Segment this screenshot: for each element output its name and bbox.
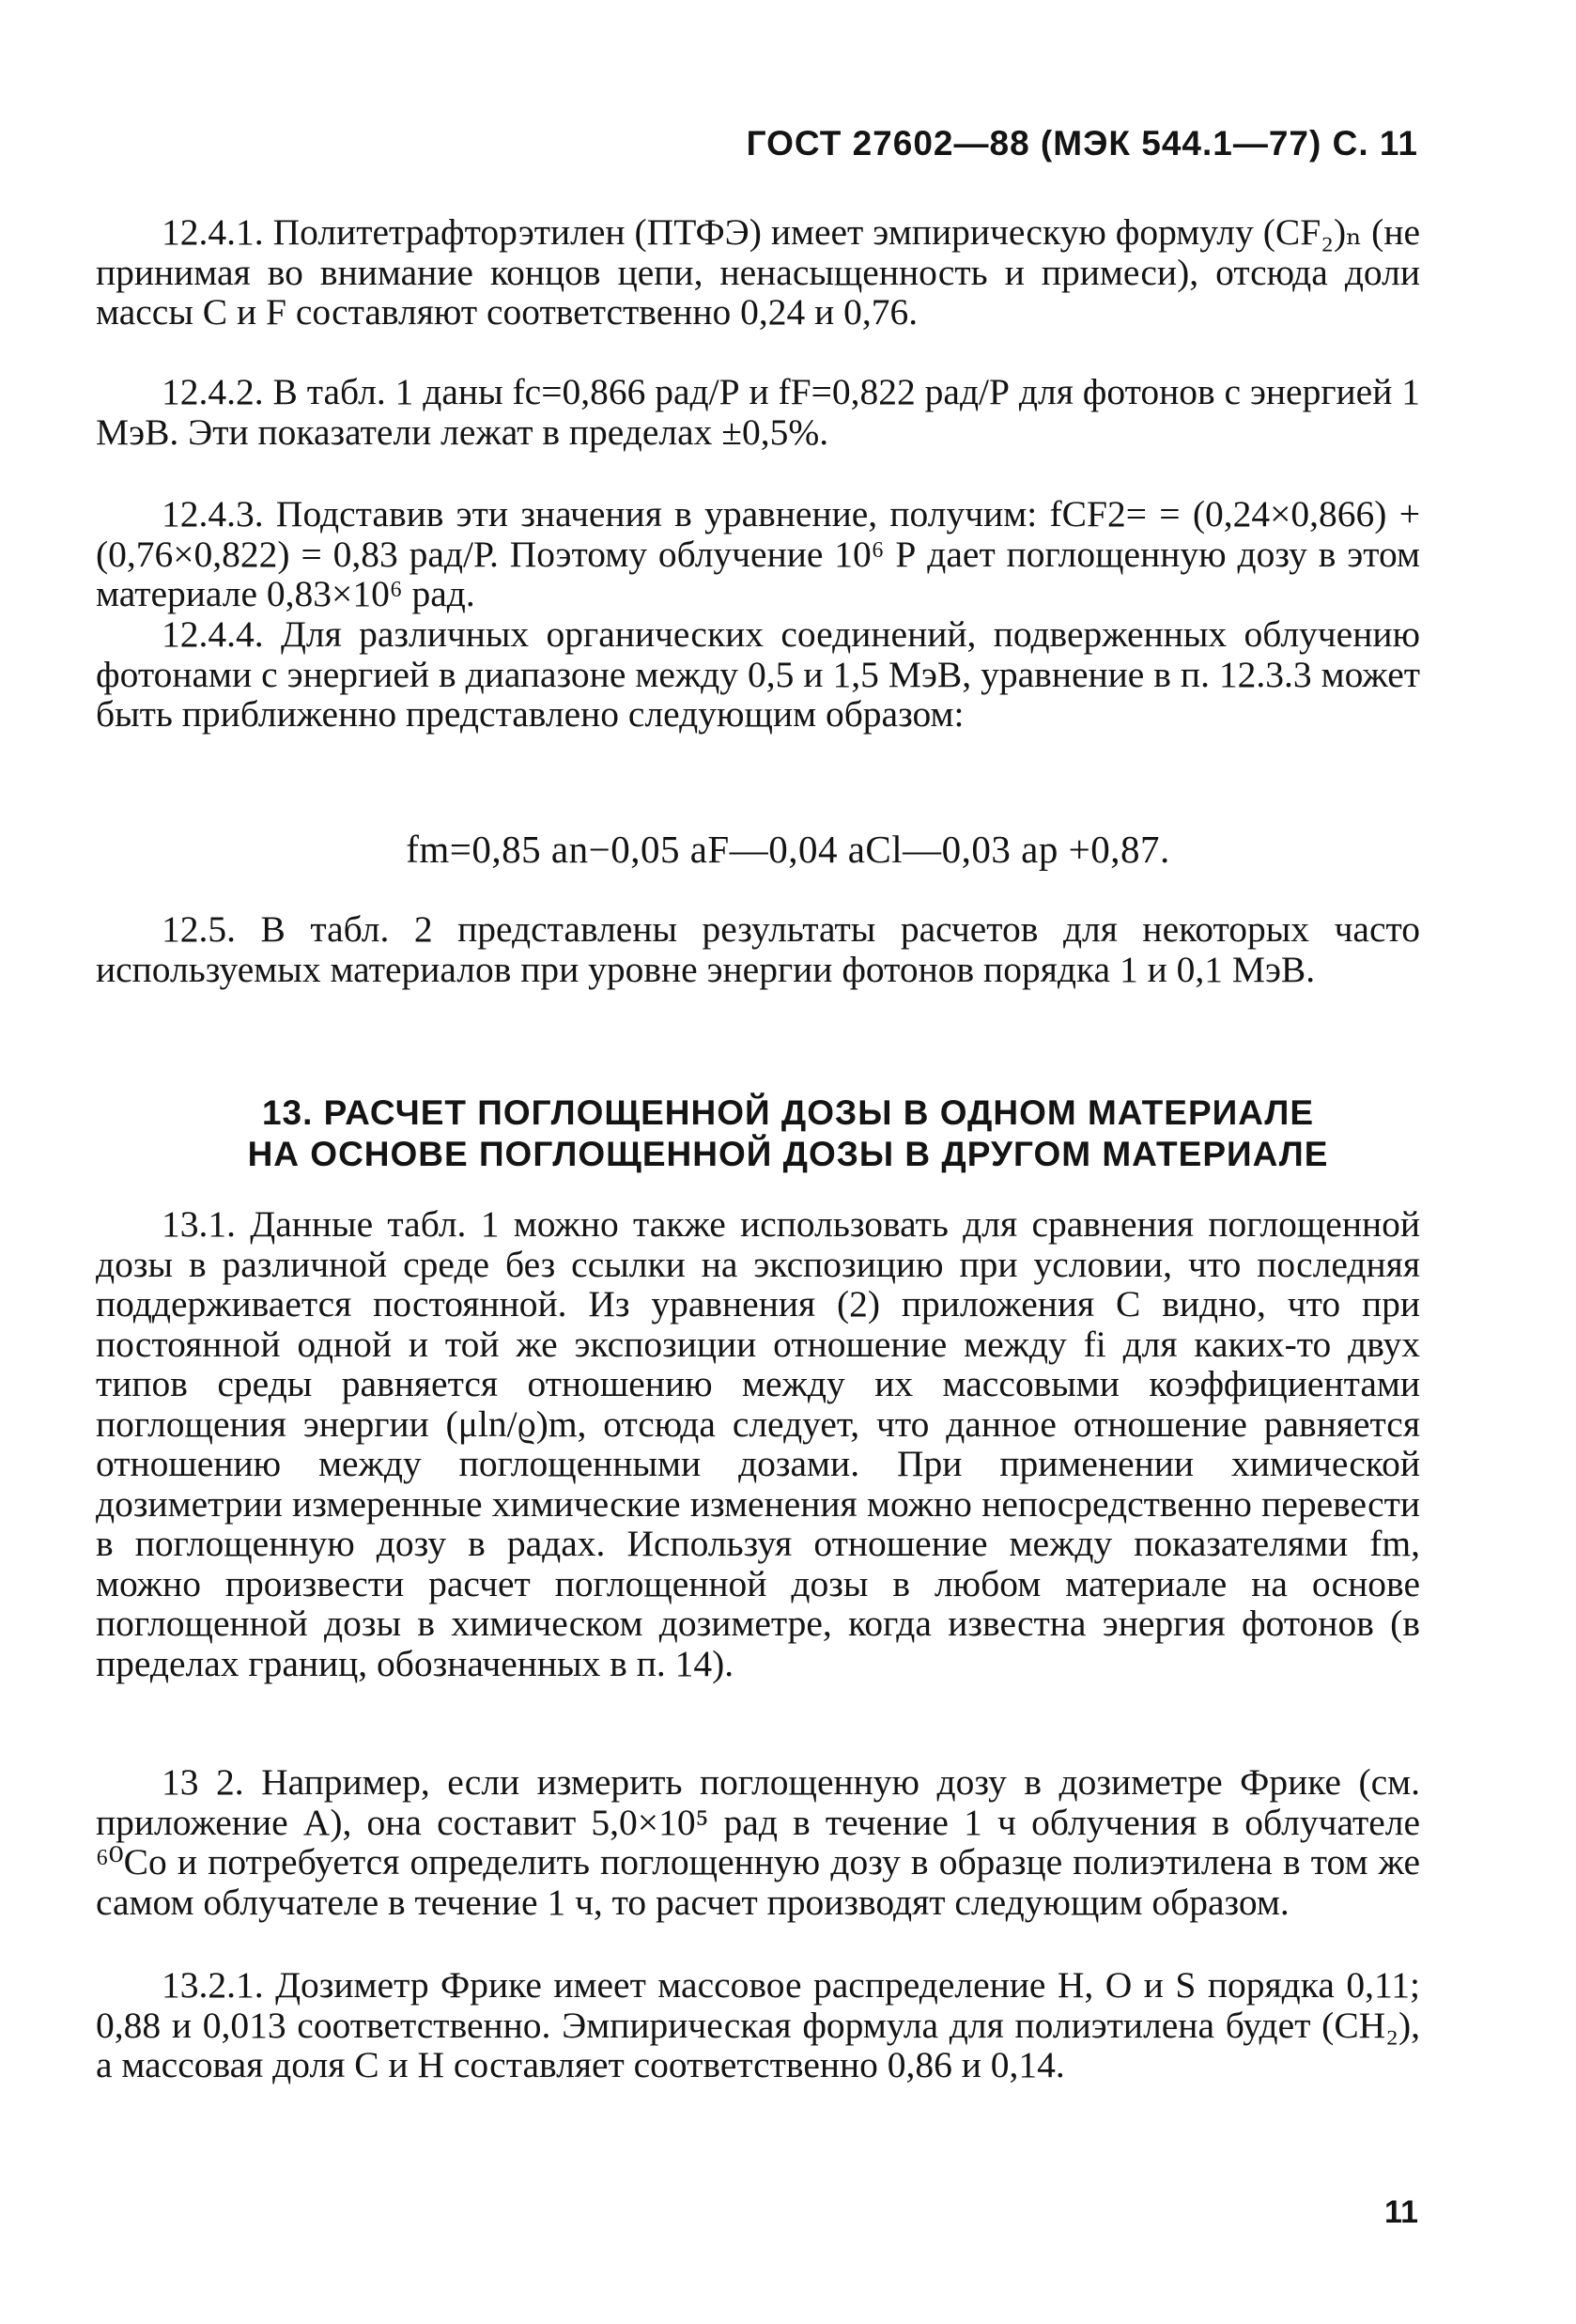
paragraph-12-4-2: 12.4.2. В табл. 1 даны fc=0,866 рад/Р и fF=0,822 рад/Р для фотонов с энергией 1 МэВ. Эти показатели лежат в пределах ±0,5%. [96,371,1420,453]
paragraph-12-4-3: 12.4.3. Подставив эти значения в уравнение, получим: fCF2= = (0,24×0,866) + (0,76×0,822) = 0,83 рад/Р. Поэтому облучение 10⁶ Р дает поглощенную дозу в этом материале 0,83×10⁶ рад. [96,493,1420,614]
formula-fm: fm=0,85 an−0,05 aF—0,04 aCl—0,03 ap +0,87. [406,828,1170,871]
paragraph-12-4-1: 12.4.1. Политетрафторэтилен (ПТФЭ) имеет эмпирическую формулу (CF₂)ₙ (не принимая во внимание концов цепи, ненасыщенность и примеси), отсюда доли массы C и F составляют соответственно 0,24 и 0,76. [96,211,1420,333]
paragraph-12-5: 12.5. В табл. 2 представлены результаты расчетов для некоторых часто используемых материалов при уровне энергии фотонов порядка 1 и 0,1 МэВ. [96,908,1420,990]
section-heading-line-2: НА ОСНОВЕ ПОГЛОЩЕННОЙ ДОЗЫ В ДРУГОМ МАТЕРИАЛЕ [247,1135,1329,1173]
page-number: 11 [1384,2194,1418,2230]
paragraph-13-2: 13 2. Например, если измерить поглощенную дозу в дозиметре Фрике (см. приложение А), она составит 5,0×10⁵ рад в течение 1 ч облучения в облучателе ⁶⁰Co и потребуется определить поглощенную дозу в образце полиэтилена в том же самом облучателе в течение 1 ч, то расчет производят следующим образом. [96,1761,1420,1923]
paragraph-13-1: 13.1. Данные табл. 1 можно также использовать для сравнения поглощенной дозы в различной среде без ссылки на экспозицию при условии, что последняя поддерживается постоянной. Из уравнения (2) приложения С видно, что при постоянной одной и той же экспозиции отношение между fi для каких-то двух типов среды равняется отношению между их массовыми коэффициентами поглощения энергии (μln/ϱ)m, отсюда следует, что данное отношение равняется отношению между поглощенными дозами. При применении химической дозиметрии измеренные химические изменения можно непосредственно перевести в поглощенную дозу в радах. Используя отношение между показателями fm, можно произвести расчет поглощенной дозы в любом материале на основе поглощенной дозы в химическом дозиметре, когда известна энергия фотонов (в пределах границ, обозначенных в п. 14). [96,1203,1420,1684]
page-header: ГОСТ 27602—88 (МЭК 544.1—77) С. 11 [746,124,1418,163]
paragraph-13-2-1: 13.2.1. Дозиметр Фрике имеет массовое распределение H, O и S порядка 0,11; 0,88 и 0,013 соответственно. Эмпирическая формула для полиэтилена будет (CH₂), а массовая доля C и H составляет соответственно 0,86 и 0,14. [96,1964,1420,2085]
paragraph-12-4-4: 12.4.4. Для различных органических соединений, подверженных облучению фотонами с энергией в диапазоне между 0,5 и 1,5 МэВ, уравнение в п. 12.3.3 может быть приближенно представлено следующим образом: [96,613,1420,735]
section-heading-line-1: 13. РАСЧЕТ ПОГЛОЩЕННОЙ ДОЗЫ В ОДНОМ МАТЕРИАЛЕ [261,1093,1315,1132]
